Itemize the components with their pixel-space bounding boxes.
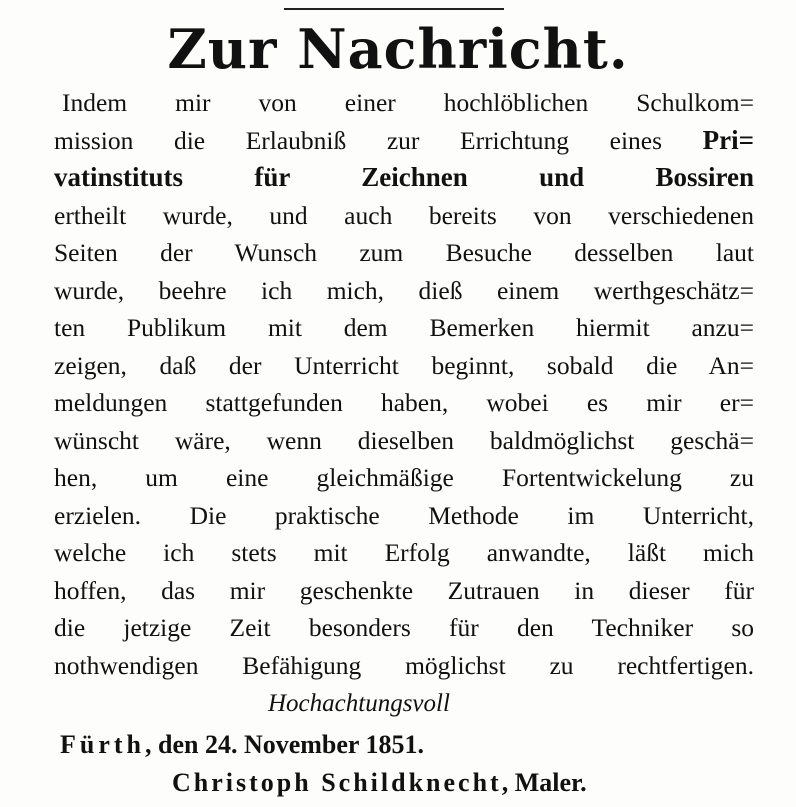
body-line: Indem mir von einer hochlöblichen Schulkom= bbox=[62, 88, 754, 117]
body-line: nothwendigen Befähigung möglichst zu rechtfertigen. bbox=[54, 650, 754, 680]
body-line: wünscht wäre, wenn dieselben baldmöglichst geschä= bbox=[54, 425, 754, 455]
top-rule bbox=[284, 8, 504, 10]
body-line: Seiten der Wunsch zum Besuche desselben laut bbox=[54, 238, 754, 267]
body-line: erzielen. Die praktische Methode im Unterricht, bbox=[54, 500, 754, 530]
body-line: mission die Erlaubniß zur Errichtung eines Pri= bbox=[54, 124, 754, 155]
body-line: ertheilt wurde, und auch bereits von verschiedenen bbox=[54, 200, 754, 230]
signature-line bbox=[172, 764, 587, 802]
place-date-line bbox=[60, 726, 424, 764]
body-line: die jetzige Zeit besonders für den Techniker so bbox=[54, 613, 754, 642]
body-line: vatinstituts für Zeichnen und Bossiren bbox=[54, 162, 754, 192]
body-line: hen, um eine gleichmäßige Fortentwickelung zu bbox=[54, 463, 754, 492]
date-text: , den 24. November 1851. bbox=[145, 730, 425, 759]
body-line: zeigen, daß der Unterricht beginnt, sobald die An= bbox=[54, 350, 754, 380]
notice-body bbox=[54, 84, 754, 684]
place-name: Fürth bbox=[60, 730, 145, 759]
notice-title: Zur Nachricht. bbox=[167, 17, 629, 81]
body-line: hoffen, das mir geschenkte Zutrauen in dieser für bbox=[54, 575, 754, 605]
closing-salutation: Hochachtungsvoll bbox=[268, 690, 450, 717]
body-line: meldungen stattgefunden haben, wobei es mir er= bbox=[54, 388, 754, 417]
body-line: wurde, beehre ich mich, dieß einem werthgeschätz= bbox=[54, 275, 754, 305]
signature-title: , Maler. bbox=[501, 768, 587, 797]
body-line: ten Publikum mit dem Bemerken hiermit anzu= bbox=[54, 313, 754, 342]
body-line: welche ich stets mit Erfolg anwandte, läßt mich bbox=[54, 538, 754, 567]
signature-name: Christoph Schildknecht bbox=[172, 768, 502, 797]
